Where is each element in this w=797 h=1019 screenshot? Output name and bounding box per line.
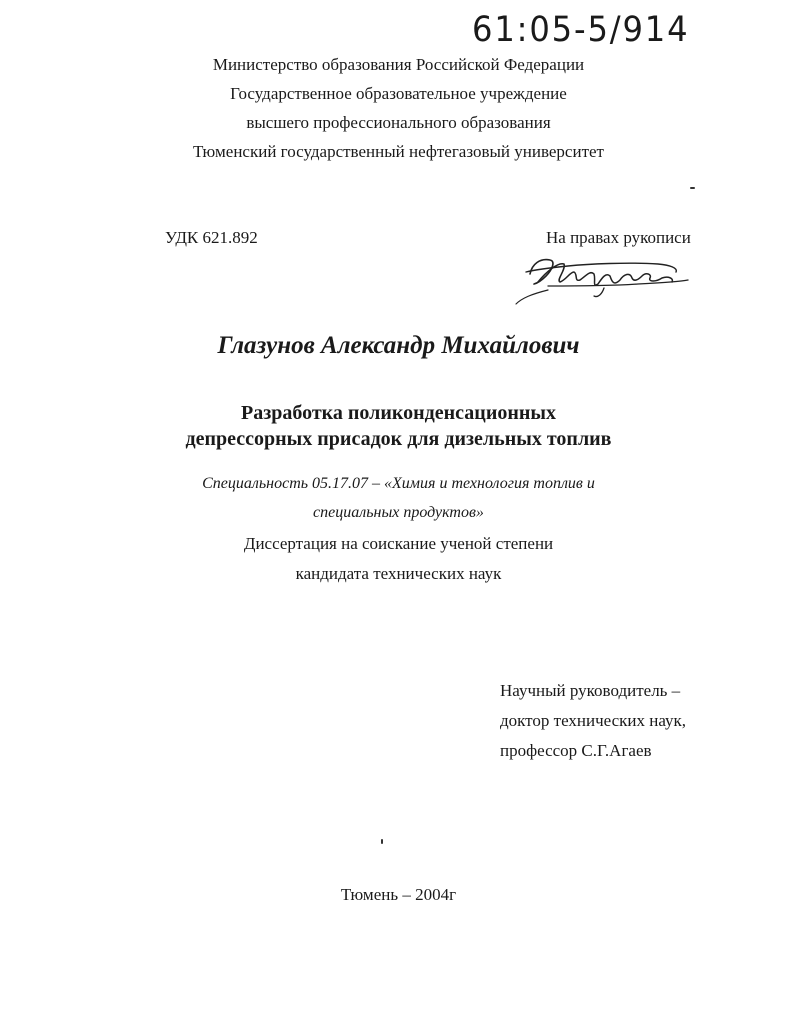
education-line: высшего профессионального образования	[246, 113, 551, 132]
ministry-line: Министерство образования Российской Федерации	[212, 55, 585, 74]
author-signature	[508, 250, 693, 310]
scan-speck	[381, 839, 383, 844]
thesis-title-line1: Разработка поликонденсационных	[240, 402, 557, 424]
degree-line2: кандидата технических наук	[295, 564, 502, 583]
specialty-line1: Специальность 05.17.07 – «Химия и технология топлив и	[202, 475, 595, 492]
city-year: Тюмень – 2004г	[340, 885, 457, 904]
scan-speck	[690, 187, 695, 189]
advisor-degree: доктор технических наук,	[500, 711, 687, 730]
advisor-name: профессор С.Г.Агаев	[500, 741, 652, 760]
archive-stamp: 61:05-5/914	[472, 10, 690, 50]
degree-line1: Диссертация на соискание ученой степени	[243, 534, 554, 553]
specialty-line2: специальных продуктов»	[313, 504, 484, 521]
thesis-title-line2: депрессорных присадок для дизельных топлив	[185, 428, 612, 450]
author-name: Глазунов Александр Михайлович	[217, 332, 580, 359]
institution-line: Государственное образовательное учреждение	[230, 84, 567, 103]
manuscript-rights: На правах рукописи	[546, 228, 691, 247]
udk-code: УДК 621.892	[165, 228, 258, 247]
advisor-role: Научный руководитель –	[500, 681, 681, 700]
university-line: Тюменский государственный нефтегазовый университет	[193, 142, 604, 161]
